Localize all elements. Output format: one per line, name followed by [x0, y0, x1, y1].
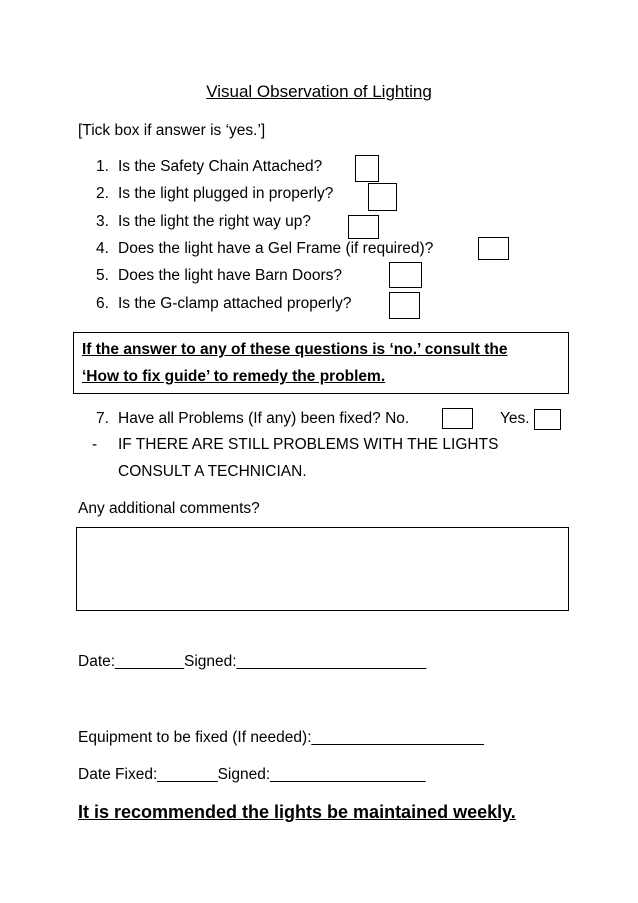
question-number: 5.	[96, 267, 109, 284]
note-line-1: If the answer to any of these questions is ‘no.’ consult the	[82, 341, 508, 358]
g-clamp-checkbox[interactable]	[389, 292, 420, 319]
safety-chain-checkbox[interactable]	[355, 155, 379, 182]
warning-line-2: CONSULT A TECHNICIAN.	[118, 463, 307, 480]
question-6	[96, 294, 351, 314]
comments-label: Any additional comments?	[78, 500, 260, 517]
gel-frame-checkbox[interactable]	[478, 237, 509, 260]
question-2	[96, 184, 333, 204]
yes-checkbox[interactable]	[534, 409, 561, 430]
date-signed-line[interactable]: Date:________Signed:______________________	[78, 653, 427, 670]
no-checkbox[interactable]	[442, 408, 473, 429]
recommendation-text: It is recommended the lights be maintained weekly.	[78, 802, 516, 822]
question-number: 7.	[96, 410, 109, 427]
page-title: Visual Observation of Lighting	[206, 82, 432, 101]
date-fixed-line[interactable]: Date Fixed:_______Signed:__________________	[78, 766, 426, 783]
question-number: 3.	[96, 213, 109, 230]
plugged-in-checkbox[interactable]	[368, 183, 397, 211]
right-way-up-checkbox[interactable]	[348, 215, 379, 239]
question-number: 4.	[96, 240, 109, 257]
question-text: Is the Safety Chain Attached?	[118, 158, 323, 175]
question-number: 2.	[96, 185, 109, 202]
warning-line-1: IF THERE ARE STILL PROBLEMS WITH THE LIGHTS	[118, 436, 499, 453]
question-text: Have all Problems (If any) been fixed? No.	[118, 410, 410, 427]
barn-doors-checkbox[interactable]	[389, 262, 422, 288]
note-line-2: ‘How to fix guide’ to remedy the problem.	[82, 368, 386, 385]
question-1	[96, 157, 322, 177]
comments-textarea[interactable]	[76, 527, 569, 611]
question-4	[96, 239, 433, 259]
question-number: 1.	[96, 158, 109, 175]
question-text: Does the light have a Gel Frame (if required)?	[118, 240, 434, 257]
warning-dash: -	[92, 436, 98, 453]
question-text: Is the light the right way up?	[118, 213, 312, 230]
question-number: 6.	[96, 295, 109, 312]
yes-label: Yes.	[500, 410, 530, 427]
question-7	[96, 409, 409, 429]
question-text: Is the G-clamp attached properly?	[118, 295, 352, 312]
question-5	[96, 266, 342, 286]
question-3	[96, 212, 311, 232]
equipment-line[interactable]: Equipment to be fixed (If needed):____________________	[78, 729, 484, 746]
instruction-text: [Tick box if answer is ‘yes.’]	[78, 122, 266, 139]
question-text: Is the light plugged in properly?	[118, 185, 334, 202]
question-text: Does the light have Barn Doors?	[118, 267, 343, 284]
